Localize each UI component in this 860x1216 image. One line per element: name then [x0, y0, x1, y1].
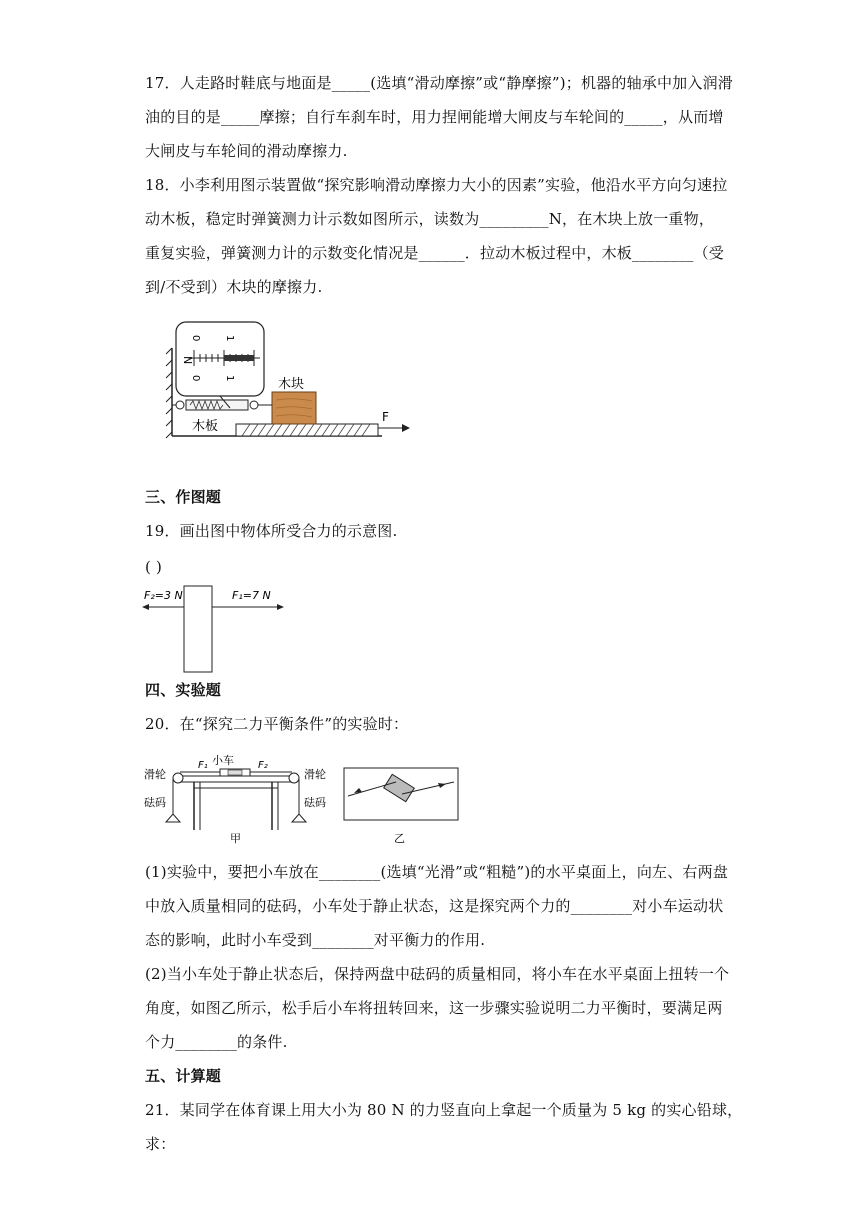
wooden-board — [236, 424, 378, 436]
force-diagram-figure — [140, 582, 290, 674]
weight-pan-right — [292, 814, 306, 822]
q18-line-2: 动木板，稳定时弹簧测力计示数如图所示，读数为_________N，在木块上放一重物， — [145, 210, 715, 228]
section-4-heading: 四、实验题 — [145, 681, 222, 699]
f1-label-jia: F₁ — [198, 760, 208, 771]
q18-line-4: 到/不受到）木块的摩擦力. — [145, 278, 323, 296]
wall — [166, 348, 172, 438]
q21-line-2: 求： — [145, 1135, 176, 1153]
scale-zero-bottom: 0 — [190, 375, 201, 382]
section-5-heading: 五、计算题 — [145, 1067, 222, 1085]
cart-label: 小车 — [212, 754, 234, 767]
spring-scale — [172, 400, 272, 410]
q20-part2-line-2: 角度，如图乙所示，松手后小车将扭转回来，这一步骤实验说明二力平衡时，要满足两 — [145, 999, 723, 1017]
q18-line-3: 重复实验，弹簧测力计的示数变化情况是______．拉动木板过程中，木板________（受 — [145, 244, 725, 262]
wooden-block — [272, 392, 316, 424]
weight-label-left: 砝码 — [144, 796, 166, 809]
pulley-right — [289, 773, 299, 783]
q20-part1-line-2: 中放入质量相同的砝码，小车处于静止状态，这是探究两个力的________对小车运动状 — [145, 897, 724, 915]
arrowhead-f2 — [142, 604, 149, 610]
scale-magnified-callout — [176, 322, 264, 408]
pulley-left — [173, 773, 183, 783]
q20-part2-line-3: 个力________的条件. — [145, 1033, 288, 1051]
weight-pan-left — [166, 814, 180, 822]
q20-part2-line-1: (2)当小车处于静止状态后，保持两盘中砝码的质量相同，将小车在水平桌面上扭转一个 — [145, 965, 730, 983]
table-jia — [178, 776, 294, 830]
f1-label: F₁=7 N — [232, 589, 271, 602]
force-arrow-f — [378, 424, 410, 432]
pulley-label-left: 滑轮 — [144, 768, 166, 781]
q20-part1-line-1: (1)实验中，要把小车放在________(选填“光滑”或“粗糙”)的水平桌面上，向左、右两盘 — [145, 863, 729, 881]
q17-line-2: 油的目的是_____摩擦；自行车刹车时，用力捏闸能增大闸皮与车轮间的_____，从而增 — [145, 108, 724, 126]
object-box — [184, 586, 212, 672]
q20-part1-line-3: 态的影响，此时小车受到________对平衡力的作用. — [145, 931, 486, 949]
pulley-label-right: 滑轮 — [304, 768, 326, 781]
block-label: 木块 — [278, 377, 305, 392]
scale-one-top: 1 — [224, 335, 235, 342]
cart — [220, 769, 250, 776]
q19-line-1: 19．画出图中物体所受合力的示意图. — [145, 522, 398, 540]
q20-line-1: 20．在“探究二力平衡条件”的实验时： — [145, 715, 409, 733]
q19-answer-blank: ( ) — [145, 558, 163, 576]
scale-one-bottom: 1 — [224, 375, 235, 382]
q17-line-1: 17．人走路时鞋底与地面是_____(选填“滑动摩擦”或“静摩擦”)；机器的轴承中加入润滑 — [145, 74, 733, 92]
force-label-f: F — [382, 410, 389, 424]
two-force-balance-figure — [140, 752, 470, 848]
scale-zero-top: 0 — [190, 335, 201, 342]
arrowhead-f1 — [277, 604, 284, 610]
figure-yi-label: 乙 — [394, 832, 405, 845]
friction-apparatus-figure — [150, 318, 420, 444]
q18-line-1: 18．小李利用图示装置做“探究影响滑动摩擦力大小的因素”实验，他沿水平方向匀速拉 — [145, 176, 728, 194]
scale-unit-n: N — [181, 356, 194, 365]
q21-line-1: 21．某同学在体育课上用大小为 80 N 的力竖直向上拿起一个质量为 5 kg 的实心铅球， — [145, 1101, 743, 1119]
f2-label: F₂=3 N — [144, 589, 183, 602]
weight-label-right: 砝码 — [304, 796, 326, 809]
section-3-heading: 三、作图题 — [145, 488, 222, 506]
figure-jia-label: 甲 — [230, 832, 241, 845]
f2-label-jia: F₂ — [258, 760, 268, 771]
board-label: 木板 — [192, 419, 219, 434]
figure-yi — [344, 768, 458, 820]
q17-line-3: 大闸皮与车轮间的滑动摩擦力. — [145, 142, 348, 160]
